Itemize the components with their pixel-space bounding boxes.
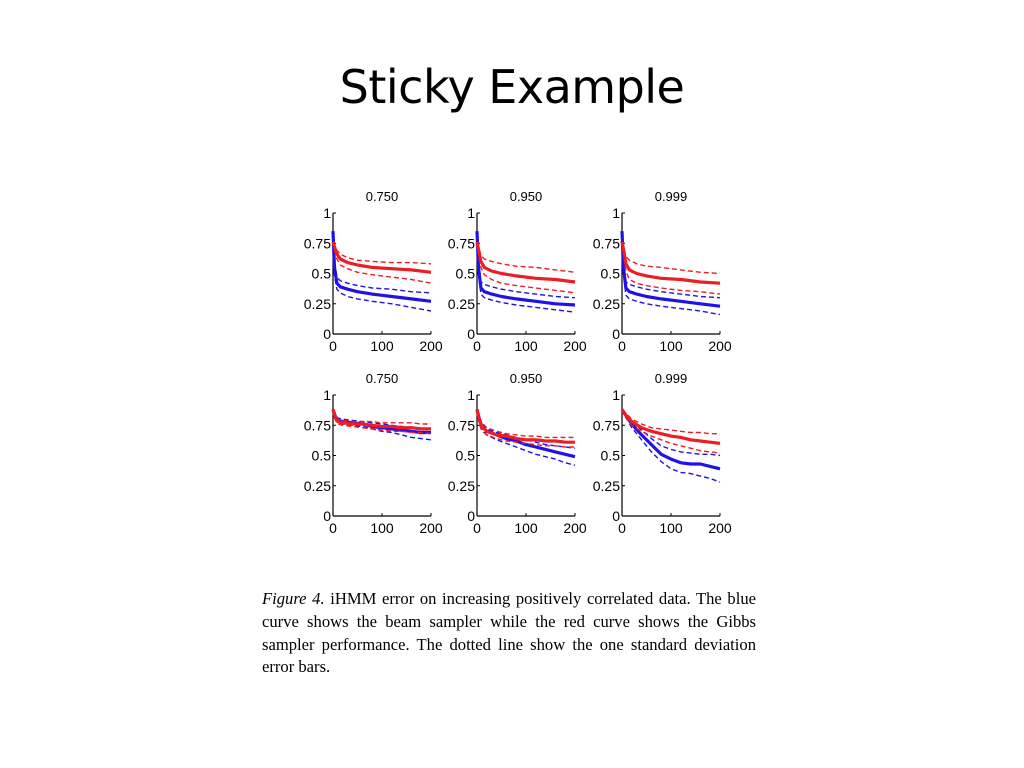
y-tick-label: 0.75	[303, 417, 331, 434]
x-tick-label: 0	[329, 520, 337, 536]
y-tick-label: 0.25	[303, 295, 331, 312]
series-gibbs-upper-line	[477, 242, 575, 272]
chart-title: 0.999	[654, 371, 688, 386]
y-tick-label: 0.75	[447, 417, 475, 434]
chart-panel-1	[304, 189, 443, 354]
y-tick-label: 0	[612, 326, 620, 342]
y-tick-label: 0.5	[311, 265, 331, 282]
y-tick-label: 0	[323, 508, 331, 524]
series-beam-lower-line	[622, 410, 720, 483]
series-beam-mean-line	[622, 410, 720, 469]
figure-label: Figure 4.	[262, 589, 325, 608]
y-tick-label: 0.75	[592, 235, 620, 252]
y-tick-label: 0.5	[311, 447, 331, 464]
y-tick-label: 1	[467, 387, 475, 403]
x-tick-label: 200	[708, 338, 732, 354]
x-tick-label: 100	[370, 338, 394, 354]
y-tick-label: 0.25	[447, 477, 475, 494]
chart-panel-6	[593, 371, 732, 536]
series-gibbs-mean-line	[622, 242, 720, 283]
x-tick-label: 100	[659, 338, 683, 354]
y-tick-label: 0.25	[592, 477, 620, 494]
x-tick-label: 200	[563, 520, 587, 536]
chart-panel-5	[448, 371, 587, 536]
series-beam-mean-line	[477, 231, 575, 305]
y-tick-label: 0	[467, 326, 475, 342]
y-tick-label: 0	[467, 508, 475, 524]
chart-title: 0.950	[509, 371, 543, 386]
y-tick-label: 1	[323, 387, 331, 403]
y-tick-label: 1	[612, 387, 620, 403]
series-beam-mean-line	[622, 231, 720, 306]
y-tick-label: 0.5	[455, 265, 475, 282]
figure-4-chart-grid	[270, 180, 760, 555]
x-tick-label: 100	[514, 338, 538, 354]
y-tick-label: 0.5	[600, 447, 620, 464]
x-tick-label: 200	[419, 338, 443, 354]
chart-panel-4	[304, 371, 443, 536]
y-tick-label: 0.75	[303, 235, 331, 252]
x-tick-label: 0	[618, 338, 626, 354]
x-tick-label: 0	[473, 338, 481, 354]
x-tick-label: 0	[473, 520, 481, 536]
x-tick-label: 200	[419, 520, 443, 536]
chart-panel-2	[448, 189, 587, 354]
y-tick-label: 1	[467, 205, 475, 221]
chart-title: 0.750	[365, 189, 399, 204]
slide-title: Sticky Example	[339, 60, 685, 114]
series-gibbs-lower-line	[477, 242, 575, 293]
x-tick-label: 0	[618, 520, 626, 536]
x-tick-label: 200	[563, 338, 587, 354]
chart-panel-3	[593, 189, 732, 354]
y-tick-label: 0.25	[592, 295, 620, 312]
y-tick-label: 1	[323, 205, 331, 221]
x-tick-label: 200	[708, 520, 732, 536]
chart-title: 0.999	[654, 189, 688, 204]
y-tick-label: 0	[612, 508, 620, 524]
chart-title: 0.950	[509, 189, 543, 204]
series-beam-upper-line	[477, 231, 575, 298]
series-gibbs-lower-line	[622, 242, 720, 294]
x-tick-label: 0	[329, 338, 337, 354]
y-tick-label: 0.75	[447, 235, 475, 252]
y-tick-label: 0.5	[455, 447, 475, 464]
x-tick-label: 100	[370, 520, 394, 536]
y-tick-label: 0.75	[592, 417, 620, 434]
y-tick-label: 1	[612, 205, 620, 221]
chart-title: 0.750	[365, 371, 399, 386]
series-beam-mean-line	[333, 231, 431, 301]
series-gibbs-upper-line	[333, 242, 431, 264]
y-tick-label: 0.25	[303, 477, 331, 494]
x-tick-label: 100	[514, 520, 538, 536]
y-tick-label: 0.5	[600, 265, 620, 282]
series-gibbs-mean-line	[622, 410, 720, 444]
caption-text: iHMM error on increasing positively correlated data. The blue curve shows the beam sampler while the red curve shows the Gibbs sampler performance. The dotted line show the one standard deviation error bars.	[262, 589, 756, 677]
figure-caption	[262, 588, 756, 679]
y-tick-label: 0.25	[447, 295, 475, 312]
series-gibbs-upper-line	[622, 242, 720, 274]
x-tick-label: 100	[659, 520, 683, 536]
series-gibbs-mean-line	[333, 242, 431, 272]
y-tick-label: 0	[323, 326, 331, 342]
